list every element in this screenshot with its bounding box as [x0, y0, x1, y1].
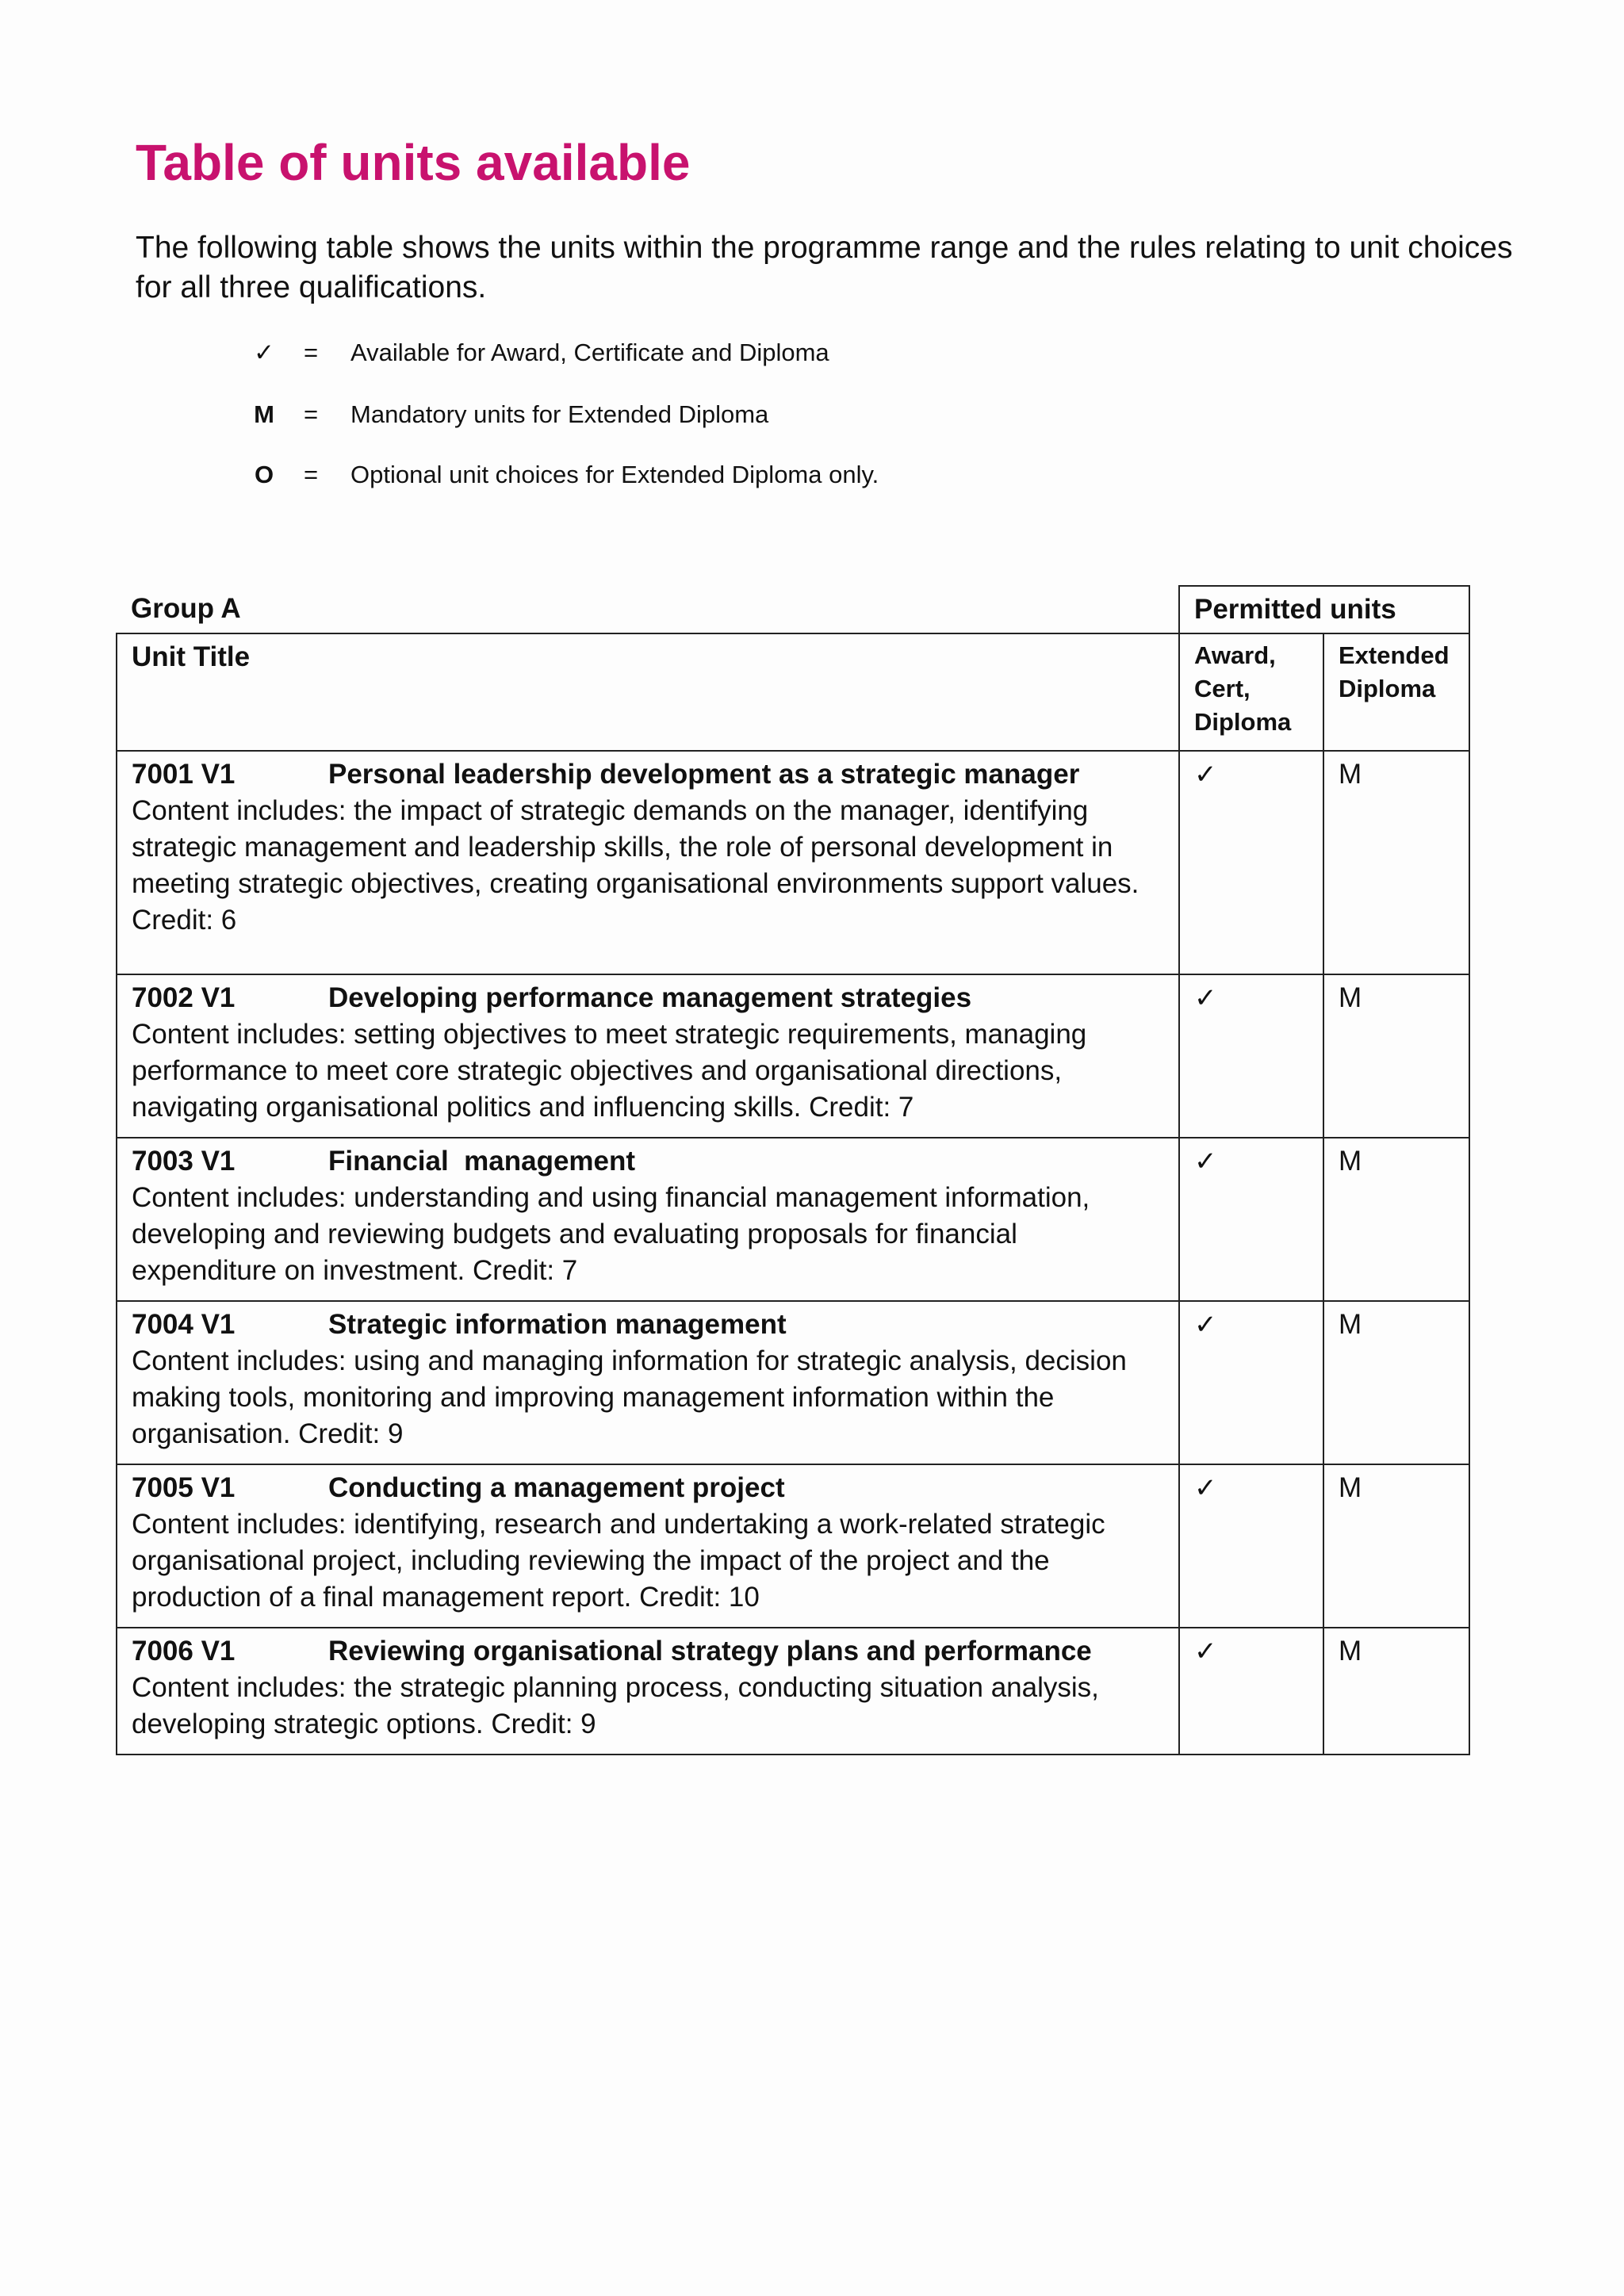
- unit-cell: [117, 974, 1179, 1138]
- unit-code: 7006 V1: [132, 1636, 236, 1667]
- key-equals: =: [303, 339, 319, 366]
- key-description: Mandatory units for Extended Diploma: [350, 400, 769, 428]
- extended-value: M: [1323, 1628, 1469, 1755]
- unit-description: Content includes: identifying, research and undertaking a work-related strategic organisational project, including reviewing the impact of the project and the production of a final management report. Credit: 10: [132, 1509, 1105, 1613]
- check-icon: ✓: [1179, 1138, 1323, 1301]
- table-row: [117, 1138, 1469, 1301]
- unit-code: 7002 V1: [132, 982, 236, 1013]
- unit-description: Content includes: using and managing information for strategic analysis, decision making tools, monitoring and improving management information within the organisation. Credit: 9: [132, 1345, 1127, 1449]
- unit-title: Developing performance management strategies: [328, 982, 972, 1013]
- unit-heading: [132, 1470, 1164, 1506]
- extended-value: M: [1323, 1301, 1469, 1464]
- unit-code: 7001 V1: [132, 759, 236, 790]
- key-row-tick: [238, 333, 829, 373]
- key-symbol: O: [254, 461, 274, 488]
- unit-code: 7004 V1: [132, 1309, 236, 1340]
- unit-cell: [117, 751, 1179, 974]
- units-table: [116, 585, 1470, 1755]
- unit-cell: [117, 1138, 1179, 1301]
- key-equals: =: [303, 461, 319, 488]
- unit-title: Reviewing organisational strategy plans and performance: [328, 1636, 1092, 1667]
- unit-title: Conducting a management project: [328, 1472, 785, 1503]
- unit-cell: [117, 1628, 1179, 1755]
- unit-heading: [132, 756, 1164, 793]
- column-header-row: [117, 633, 1469, 751]
- unit-description: Content includes: understanding and using financial management information, developing and reviewing budgets and evaluating proposals for financial expenditure on investment. Credit: 7: [132, 1182, 1090, 1286]
- check-icon: ✓: [1179, 1628, 1323, 1755]
- unit-heading: [132, 1633, 1164, 1670]
- table-row: [117, 974, 1469, 1138]
- table-row: [117, 1464, 1469, 1628]
- unit-heading: [132, 1307, 1164, 1343]
- extended-value: M: [1323, 974, 1469, 1138]
- unit-description: Content includes: setting objectives to meet strategic requirements, managing performance to meet core strategic objectives and organisational directions, navigating organisational politics and influencing skills. Credit: 7: [132, 1019, 1087, 1123]
- award-header: Award, Cert, Diploma: [1179, 633, 1323, 751]
- permitted-units-header: Permitted units: [1179, 586, 1469, 633]
- extended-value: M: [1323, 1138, 1469, 1301]
- unit-heading: [132, 1143, 1164, 1180]
- key-row-mandatory: [238, 395, 768, 434]
- key-description: Available for Award, Certificate and Diploma: [350, 339, 829, 366]
- unit-heading: [132, 980, 1164, 1016]
- table-row: [117, 1301, 1469, 1464]
- group-label: Group A: [131, 593, 241, 624]
- extended-diploma-header: Extended Diploma: [1323, 633, 1469, 751]
- unit-code: 7003 V1: [132, 1146, 236, 1177]
- group-header-row: [117, 586, 1469, 633]
- unit-cell: [117, 1301, 1179, 1464]
- check-icon: ✓: [1179, 1464, 1323, 1628]
- key-description: Optional unit choices for Extended Diploma only.: [350, 461, 879, 488]
- unit-title-header: Unit Title: [117, 633, 1179, 751]
- table-row: [117, 1628, 1469, 1755]
- table-row: [117, 751, 1469, 974]
- unit-code: 7005 V1: [132, 1472, 236, 1503]
- key-equals: =: [303, 400, 319, 428]
- extended-value: M: [1323, 1464, 1469, 1628]
- check-icon: ✓: [1179, 974, 1323, 1138]
- unit-title: Financial management: [328, 1146, 636, 1177]
- unit-description: Content includes: the strategic planning process, conducting situation analysis, developing strategic options. Credit: 9: [132, 1672, 1099, 1739]
- key-row-optional: [238, 455, 879, 495]
- unit-cell: [117, 1464, 1179, 1628]
- extended-value: M: [1323, 751, 1469, 974]
- key-symbol: M: [254, 400, 274, 428]
- page-title: Table of units available: [136, 134, 691, 191]
- unit-title: Strategic information management: [328, 1309, 787, 1340]
- unit-description: Content includes: the impact of strategic demands on the manager, identifying strategic management and leadership skills, the role of personal development in meeting strategic objectives, creating organisational environments support values. Credit: 6: [132, 795, 1139, 936]
- check-icon: ✓: [1179, 1301, 1323, 1464]
- check-icon: ✓: [254, 339, 274, 366]
- intro-paragraph: The following table shows the units within the programme range and the rules relating to unit choices for all three qualifications.: [136, 231, 1513, 304]
- check-icon: ✓: [1179, 751, 1323, 974]
- unit-title: Personal leadership development as a strategic manager: [328, 759, 1080, 790]
